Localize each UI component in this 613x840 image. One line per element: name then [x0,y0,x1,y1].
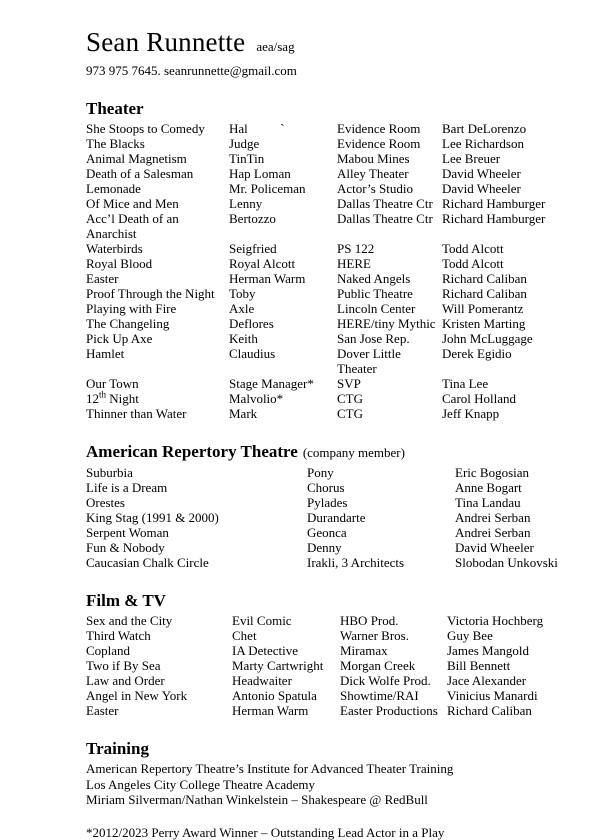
production-cell: Easter [86,271,119,286]
table-row [86,286,595,301]
section-film-tv [86,591,595,718]
director-cell: Richard Hamburger [442,196,546,211]
director-cell: Richard Hamburger [442,211,546,226]
director-cell: Jace Alexander [447,673,527,688]
art-heading [86,442,595,462]
production-cell: Thinner than Water [86,406,187,421]
production-cell: Third Watch [86,628,151,643]
role-cell: Chorus [307,480,345,495]
studio-cell: HBO Prod. [340,613,399,628]
training-item: American Repertory Theatre’s Institute for Advanced Theater Training [86,761,454,776]
venue-cell: Evidence Room [337,121,421,136]
studio-cell: Showtime/RAI [340,688,419,703]
director-cell: David Wheeler [442,181,521,196]
section-art [86,442,595,570]
director-cell: Lee Breuer [442,151,501,166]
director-cell: Eric Bogosian [455,465,530,480]
production-cell: Two if By Sea [86,658,161,673]
training-item: Los Angeles City College Theatre Academy [86,776,316,792]
production-cell: Our Town [86,376,139,391]
director-cell: Vinicius Manardi [447,688,538,703]
table-row [86,166,595,181]
table-row [86,540,595,555]
section-theater [86,99,595,421]
role-cell: Royal Alcott [229,256,296,271]
table-row [86,525,595,540]
venue-cell: Mabou Mines [337,151,410,166]
role-cell: Chet [232,628,257,643]
table-row [86,136,595,151]
venue-cell: Public Theatre [337,286,413,301]
role-cell: Keith [229,331,258,346]
venue-cell: Lincoln Center [337,301,416,316]
venue-cell: Dallas Theatre Ctr [337,211,433,226]
production-cell: Life is a Dream [86,480,168,495]
production-cell: Animal Magnetism [86,151,187,166]
role-cell: Bertozzo [229,211,276,226]
production-cell: Waterbirds [86,241,143,256]
table-row [86,510,595,525]
table-row [86,346,595,376]
studio-cell: Easter Productions [340,703,438,718]
role-cell: Axle [229,301,255,316]
production-cell: Easter [86,703,119,718]
table-row [86,406,595,421]
director-cell: Will Pomerantz [442,301,524,316]
director-cell: Tina Landau [455,495,521,510]
venue-cell: Actor’s Studio [337,181,413,196]
director-cell: Guy Bee [447,628,493,643]
role-cell: Seigfried [229,241,277,256]
production-cell: Pick Up Axe [86,331,153,346]
table-row [86,196,595,211]
role-cell: Toby [229,286,256,301]
film-tv-heading: Film & TV [86,591,166,610]
art-heading-suffix: (company member) [302,445,405,460]
production-cell: The Changeling [86,316,170,331]
production-cell: Sex and the City [86,613,173,628]
director-cell: Slobodan Unkovski [455,555,558,570]
role-cell: Herman Warm [232,703,309,718]
production-cell: Suburbia [86,465,133,480]
production-cell: Lemonade [86,181,141,196]
production-cell: Proof Through the Night [86,286,215,301]
table-row [86,316,595,331]
venue-cell: HERE [337,256,371,271]
venue-cell: Dover Little Theater [337,346,404,376]
role-cell: Hal ` [229,121,285,136]
role-cell: Pony [307,465,334,480]
production-cell: Acc’l Death of an Anarchist [86,211,182,241]
production-cell: The Blacks [86,136,145,151]
venue-cell: Alley Theater [337,166,409,181]
venue-cell: Dallas Theatre Ctr [337,196,433,211]
section-training [86,739,595,808]
production-cell: 12th Night [86,389,139,406]
person-name: Sean Runnette [86,27,246,57]
table-row [86,465,595,480]
director-cell: Todd Alcott [442,256,504,271]
production-cell: Orestes [86,495,125,510]
theater-heading: Theater [86,99,144,118]
director-cell: Kristen Marting [442,316,526,331]
role-cell: Irakli, 3 Architects [307,555,405,570]
role-cell: Denny [307,540,342,555]
production-cell: Serpent Woman [86,525,169,540]
director-cell: Todd Alcott [442,241,504,256]
role-cell: Malvolio* [229,391,284,406]
production-cell: Playing with Fire [86,301,177,316]
role-cell: Herman Warm [229,271,306,286]
table-row [86,628,595,643]
production-cell: Fun & Nobody [86,540,165,555]
role-cell: IA Detective [232,643,299,658]
table-row [86,211,595,241]
role-cell: Claudius [229,346,276,361]
director-cell: Victoria Hochberg [447,613,544,628]
director-cell: Bill Bennett [447,658,511,673]
production-cell: Copland [86,643,131,658]
venue-cell: PS 122 [337,241,375,256]
role-cell: Stage Manager* [229,376,314,391]
director-cell: Andrei Serban [455,510,531,525]
art-credits-table [86,465,595,570]
production-cell: Law and Order [86,673,165,688]
venue-cell: Naked Angels [337,271,411,286]
production-cell: King Stag (1991 & 2000) [86,510,219,525]
director-cell: Richard Caliban [442,271,527,286]
role-cell: Antonio Spatula [232,688,317,703]
director-cell: David Wheeler [455,540,534,555]
table-row [86,495,595,510]
role-cell: Mark [229,406,258,421]
table-row [86,673,595,688]
venue-cell: HERE/tiny Mythic [337,316,436,331]
role-cell: Marty Cartwright [232,658,324,673]
table-row [86,703,595,718]
role-cell: Judge [229,136,260,151]
venue-cell: Evidence Room [337,136,421,151]
table-row [86,391,595,406]
role-cell: Geonca [307,525,347,540]
production-cell: Hamlet [86,346,125,361]
name-line [86,27,595,62]
table-row [86,643,595,658]
studio-cell: Warner Bros. [340,628,409,643]
training-heading: Training [86,739,149,758]
production-cell: Caucasian Chalk Circle [86,555,209,570]
role-cell: Pylades [307,495,348,510]
table-row [86,613,595,628]
art-heading-title: American Repertory Theatre [86,442,298,461]
role-cell: Evil Comic [232,613,292,628]
training-list [86,761,595,808]
role-cell: Deflores [229,316,274,331]
role-cell: Headwaiter [232,673,292,688]
director-cell: Anne Bogart [455,480,522,495]
director-cell: Andrei Serban [455,525,531,540]
production-cell: She Stoops to Comedy [86,121,205,136]
table-row [86,480,595,495]
role-cell: TinTin [229,151,265,166]
table-row [86,376,595,391]
director-cell: Derek Egidio [442,346,512,361]
role-cell: Durandarte [307,510,366,525]
resume-header [86,27,595,78]
table-row [86,241,595,256]
award-footnote: *2012/2023 Perry Award Winner – Outstanding Lead Actor in a Play [86,824,445,840]
table-row [86,256,595,271]
production-cell: Angel in New York [86,688,188,703]
role-cell: Mr. Policeman [229,181,306,196]
director-cell: John McLuggage [442,331,533,346]
venue-cell: CTG [337,406,363,421]
venue-cell: SVP [337,376,361,391]
director-cell: James Mangold [447,643,529,658]
film-tv-credits-table [86,613,595,718]
table-row [86,151,595,166]
director-cell: Lee Richardson [442,136,524,151]
table-row [86,331,595,346]
contact-line: 973 975 7645. seanrunnette@gmail.com [86,63,297,78]
venue-cell: San Jose Rep. [337,331,410,346]
table-row [86,688,595,703]
table-row [86,555,595,570]
studio-cell: Dick Wolfe Prod. [340,673,431,688]
production-cell: Royal Blood [86,256,153,271]
director-cell: Carol Holland [442,391,517,406]
director-cell: Jeff Knapp [442,406,500,421]
theater-credits-table [86,121,595,421]
director-cell: Bart DeLorenzo [442,121,527,136]
table-row [86,271,595,286]
production-cell: Of Mice and Men [86,196,179,211]
director-cell: David Wheeler [442,166,521,181]
studio-cell: Morgan Creek [340,658,416,673]
role-cell: Lenny [229,196,263,211]
production-cell: Death of a Salesman [86,166,194,181]
director-cell: Richard Caliban [447,703,532,718]
venue-cell: CTG [337,391,363,406]
table-row [86,301,595,316]
table-row [86,658,595,673]
director-cell: Richard Caliban [442,286,527,301]
table-row [86,121,595,136]
studio-cell: Miramax [340,643,388,658]
union-affiliations: aea/sag [256,39,295,54]
director-cell: Tina Lee [442,376,489,391]
role-cell: Hap Loman [229,166,291,181]
training-item: Miriam Silverman/Nathan Winkelstein – Shakespeare @ RedBull [86,792,428,807]
table-row [86,181,595,196]
